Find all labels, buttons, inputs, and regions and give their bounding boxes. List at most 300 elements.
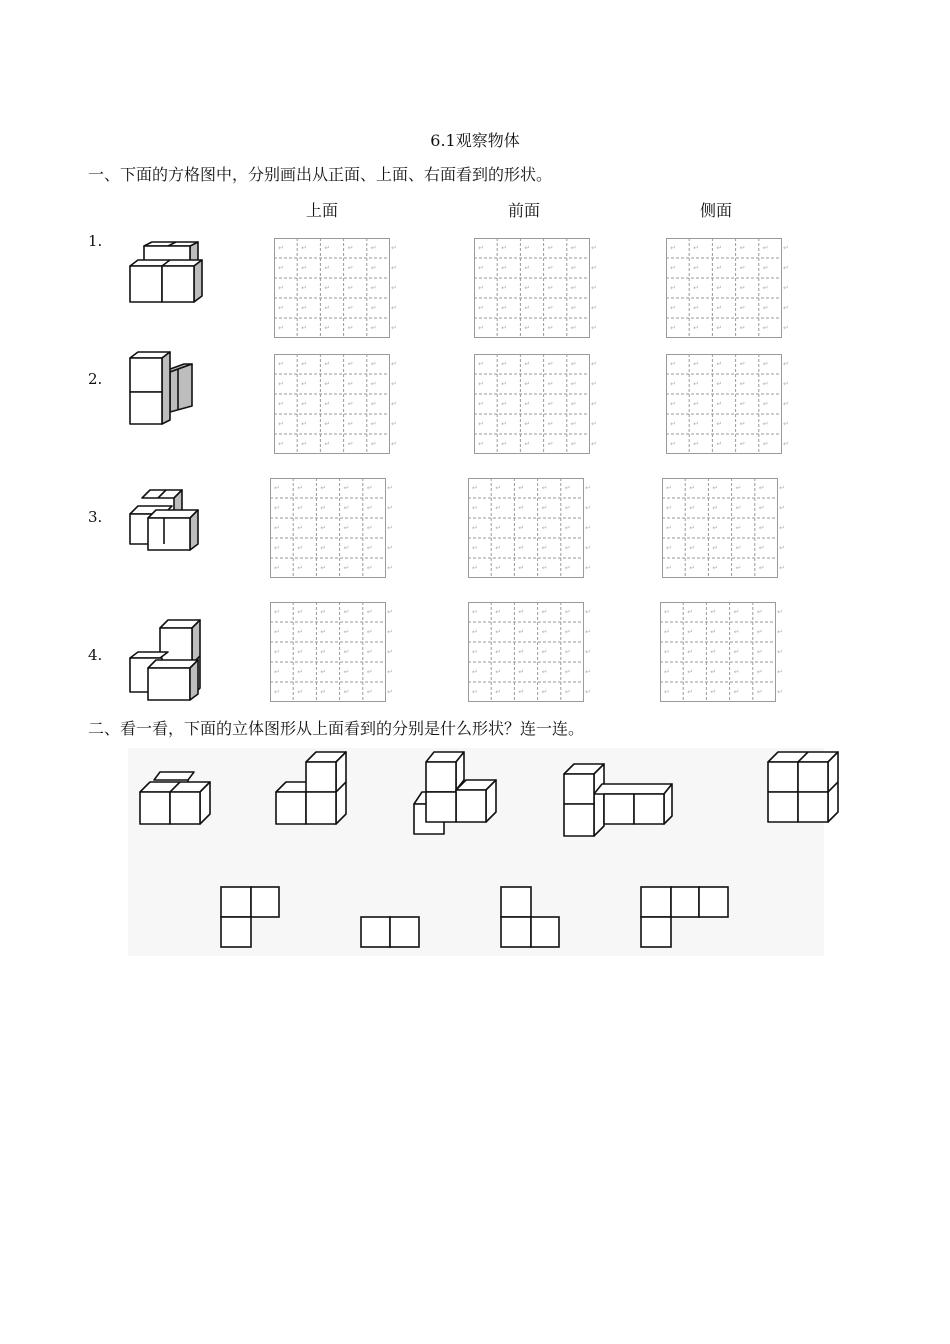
- grid-cell-mark: ↵: [541, 524, 548, 532]
- grid-cell-mark: ↵: [524, 380, 531, 388]
- grid-row-mark: ↵: [585, 544, 591, 552]
- grid-row-mark: ↵: [387, 504, 393, 512]
- grid-cell-mark: ↵: [739, 264, 746, 272]
- grid-cell-mark: ↵: [278, 420, 284, 428]
- grid-row-mark: ↵: [391, 304, 397, 312]
- grid-row-mark: ↵: [591, 440, 597, 448]
- grid-row-mark: ↵: [591, 400, 597, 408]
- grid-cell-mark: ↵: [478, 360, 484, 368]
- grid-cell-mark: ↵: [343, 484, 350, 492]
- grid-cell-mark: ↵: [495, 544, 502, 552]
- grid-cell-mark: ↵: [689, 484, 696, 492]
- grid-row-mark: ↵: [779, 484, 785, 492]
- grid-cell-mark: ↵: [693, 400, 700, 408]
- grid-cell-mark: ↵: [666, 544, 672, 552]
- grid-cell-mark: ↵: [478, 380, 484, 388]
- grid-cell-mark: ↵: [739, 304, 746, 312]
- solid-shape-d: [560, 762, 680, 838]
- grid-cell-mark: ↵: [478, 244, 484, 252]
- answer-grid-1-side[interactable]: [666, 238, 788, 338]
- grid-cell-mark: ↵: [693, 380, 700, 388]
- grid-cell-mark: ↵: [370, 420, 377, 428]
- grid-cell-mark: ↵: [664, 608, 670, 616]
- grid-cell-mark: ↵: [670, 440, 676, 448]
- grid-cell-mark: ↵: [735, 524, 742, 532]
- grid-cell-mark: ↵: [274, 484, 280, 492]
- grid-cell-mark: ↵: [518, 544, 525, 552]
- grid-cell-mark: ↵: [366, 608, 373, 616]
- grid-cell-mark: ↵: [716, 380, 723, 388]
- grid-cell-mark: ↵: [366, 564, 373, 572]
- grid-row-mark: ↵: [391, 420, 397, 428]
- grid-cell-mark: ↵: [756, 688, 763, 696]
- grid-cell-mark: ↵: [370, 324, 377, 332]
- grid-row-mark: ↵: [391, 244, 397, 252]
- grid-row-mark: ↵: [585, 688, 591, 696]
- grid-cell-mark: ↵: [518, 608, 525, 616]
- grid-cell-mark: ↵: [762, 420, 769, 428]
- grid-cell-mark: ↵: [297, 524, 304, 532]
- grid-cell-mark: ↵: [320, 484, 327, 492]
- grid-cell-mark: ↵: [324, 360, 331, 368]
- grid-cell-mark: ↵: [495, 564, 502, 572]
- grid-cell-mark: ↵: [366, 484, 373, 492]
- grid-cell-mark: ↵: [664, 668, 670, 676]
- grid-cell-mark: ↵: [370, 284, 377, 292]
- grid-cell-mark: ↵: [547, 244, 554, 252]
- solid-shape-a: [136, 768, 216, 830]
- grid-cell-mark: ↵: [547, 420, 554, 428]
- grid-cell-mark: ↵: [320, 668, 327, 676]
- grid-cell-mark: ↵: [716, 420, 723, 428]
- grid-cell-mark: ↵: [478, 284, 484, 292]
- grid-cell-mark: ↵: [320, 544, 327, 552]
- grid-cell-mark: ↵: [324, 244, 331, 252]
- grid-row-mark: ↵: [591, 244, 597, 252]
- grid-cell-mark: ↵: [278, 244, 284, 252]
- grid-cell-mark: ↵: [689, 564, 696, 572]
- grid-cell-mark: ↵: [570, 324, 577, 332]
- grid-cell-mark: ↵: [733, 608, 740, 616]
- grid-cell-mark: ↵: [670, 360, 676, 368]
- grid-cell-mark: ↵: [541, 564, 548, 572]
- grid-cell-mark: ↵: [366, 524, 373, 532]
- grid-cell-mark: ↵: [301, 420, 308, 428]
- solid-shape-e: [764, 748, 840, 826]
- grid-cell-mark: ↵: [716, 304, 723, 312]
- grid-cell-mark: ↵: [301, 284, 308, 292]
- grid-row-mark: ↵: [387, 564, 393, 572]
- grid-row-mark: ↵: [783, 244, 789, 252]
- grid-row-mark: ↵: [387, 628, 393, 636]
- grid-cell-mark: ↵: [693, 244, 700, 252]
- grid-row-mark: ↵: [783, 324, 789, 332]
- grid-cell-mark: ↵: [570, 284, 577, 292]
- grid-cell-mark: ↵: [756, 648, 763, 656]
- item-number-4: 4.: [88, 646, 103, 664]
- grid-cell-mark: ↵: [570, 420, 577, 428]
- grid-row-mark: ↵: [387, 668, 393, 676]
- grid-cell-mark: ↵: [320, 608, 327, 616]
- grid-cell-mark: ↵: [547, 440, 554, 448]
- grid-cell-mark: ↵: [274, 648, 280, 656]
- grid-row-mark: ↵: [591, 420, 597, 428]
- grid-cell-mark: ↵: [547, 304, 554, 312]
- grid-cell-mark: ↵: [739, 420, 746, 428]
- grid-cell-mark: ↵: [710, 668, 717, 676]
- grid-cell-mark: ↵: [756, 668, 763, 676]
- answer-grid-1-top[interactable]: [274, 238, 396, 338]
- grid-cell-mark: ↵: [564, 648, 571, 656]
- grid-cell-mark: ↵: [762, 304, 769, 312]
- grid-cell-mark: ↵: [370, 380, 377, 388]
- grid-cell-mark: ↵: [758, 504, 765, 512]
- grid-cell-mark: ↵: [762, 400, 769, 408]
- grid-row-mark: ↵: [585, 524, 591, 532]
- grid-cell-mark: ↵: [693, 304, 700, 312]
- grid-cell-mark: ↵: [501, 244, 508, 252]
- grid-row-mark: ↵: [387, 544, 393, 552]
- grid-cell-mark: ↵: [710, 628, 717, 636]
- grid-row-mark: ↵: [779, 504, 785, 512]
- item-number-1: 1.: [88, 232, 103, 250]
- grid-cell-mark: ↵: [739, 324, 746, 332]
- grid-cell-mark: ↵: [495, 628, 502, 636]
- answer-grid-3-side[interactable]: [662, 478, 784, 578]
- item-number-3: 3.: [88, 508, 103, 526]
- grid-cell-mark: ↵: [301, 264, 308, 272]
- grid-row-mark: ↵: [779, 544, 785, 552]
- grid-cell-mark: ↵: [518, 484, 525, 492]
- grid-cell-mark: ↵: [274, 668, 280, 676]
- section2-instruction: 二、看一看，下面的立体图形从上面看到的分别是什么形状？连一连。: [88, 719, 585, 738]
- grid-cell-mark: ↵: [478, 400, 484, 408]
- grid-cell-mark: ↵: [301, 440, 308, 448]
- grid-cell-mark: ↵: [278, 284, 284, 292]
- grid-cell-mark: ↵: [712, 504, 719, 512]
- grid-cell-mark: ↵: [297, 648, 304, 656]
- grid-cell-mark: ↵: [366, 628, 373, 636]
- grid-cell-mark: ↵: [547, 380, 554, 388]
- grid-cell-mark: ↵: [564, 688, 571, 696]
- grid-cell-mark: ↵: [756, 628, 763, 636]
- grid-cell-mark: ↵: [274, 688, 280, 696]
- answer-grid-4-side[interactable]: [660, 602, 782, 702]
- answer-grid-2-side[interactable]: [666, 354, 788, 454]
- answer-grid-3-front[interactable]: [468, 478, 590, 578]
- grid-cell-mark: ↵: [733, 668, 740, 676]
- grid-cell-mark: ↵: [301, 400, 308, 408]
- grid-cell-mark: ↵: [689, 524, 696, 532]
- grid-cell-mark: ↵: [347, 264, 354, 272]
- grid-cell-mark: ↵: [524, 304, 531, 312]
- grid-cell-mark: ↵: [716, 440, 723, 448]
- grid-cell-mark: ↵: [689, 504, 696, 512]
- grid-cell-mark: ↵: [366, 688, 373, 696]
- grid-cell-mark: ↵: [739, 380, 746, 388]
- grid-row-mark: ↵: [391, 400, 397, 408]
- column-header-front: 前面: [508, 201, 541, 220]
- grid-cell-mark: ↵: [518, 504, 525, 512]
- grid-cell-mark: ↵: [687, 648, 694, 656]
- grid-cell-mark: ↵: [524, 440, 531, 448]
- grid-cell-mark: ↵: [297, 544, 304, 552]
- grid-row-mark: ↵: [779, 524, 785, 532]
- answer-grid-2-top[interactable]: [274, 354, 396, 454]
- grid-cell-mark: ↵: [664, 648, 670, 656]
- grid-cell-mark: ↵: [666, 524, 672, 532]
- grid-cell-mark: ↵: [501, 284, 508, 292]
- grid-row-mark: ↵: [591, 360, 597, 368]
- cube-figure-4: [128, 616, 204, 702]
- grid-cell-mark: ↵: [320, 628, 327, 636]
- grid-cell-mark: ↵: [758, 524, 765, 532]
- grid-cell-mark: ↵: [370, 440, 377, 448]
- grid-cell-mark: ↵: [670, 304, 676, 312]
- grid-cell-mark: ↵: [472, 648, 478, 656]
- grid-cell-mark: ↵: [687, 688, 694, 696]
- grid-row-mark: ↵: [777, 668, 783, 676]
- grid-cell-mark: ↵: [564, 564, 571, 572]
- grid-row-mark: ↵: [777, 608, 783, 616]
- grid-cell-mark: ↵: [495, 688, 502, 696]
- grid-cell-mark: ↵: [524, 324, 531, 332]
- grid-row-mark: ↵: [585, 628, 591, 636]
- grid-row-mark: ↵: [591, 264, 597, 272]
- grid-cell-mark: ↵: [564, 524, 571, 532]
- section1-instruction: 一、下面的方格图中，分别画出从正面、上面、右面看到的形状。: [88, 165, 553, 184]
- grid-row-mark: ↵: [585, 564, 591, 572]
- grid-cell-mark: ↵: [716, 244, 723, 252]
- grid-cell-mark: ↵: [501, 304, 508, 312]
- grid-cell-mark: ↵: [472, 544, 478, 552]
- grid-cell-mark: ↵: [739, 360, 746, 368]
- grid-row-mark: ↵: [585, 648, 591, 656]
- grid-cell-mark: ↵: [762, 284, 769, 292]
- grid-cell-mark: ↵: [343, 524, 350, 532]
- grid-cell-mark: ↵: [666, 564, 672, 572]
- grid-cell-mark: ↵: [541, 608, 548, 616]
- grid-cell-mark: ↵: [370, 400, 377, 408]
- grid-cell-mark: ↵: [693, 324, 700, 332]
- cube-figure-2: [128, 350, 198, 426]
- grid-cell-mark: ↵: [343, 608, 350, 616]
- grid-cell-mark: ↵: [370, 360, 377, 368]
- grid-cell-mark: ↵: [495, 668, 502, 676]
- cube-figure-1: [128, 240, 208, 306]
- grid-cell-mark: ↵: [320, 564, 327, 572]
- grid-cell-mark: ↵: [297, 484, 304, 492]
- grid-cell-mark: ↵: [687, 628, 694, 636]
- grid-cell-mark: ↵: [472, 628, 478, 636]
- grid-row-mark: ↵: [783, 360, 789, 368]
- grid-cell-mark: ↵: [343, 648, 350, 656]
- grid-cell-mark: ↵: [495, 524, 502, 532]
- grid-cell-mark: ↵: [301, 324, 308, 332]
- grid-cell-mark: ↵: [472, 504, 478, 512]
- grid-cell-mark: ↵: [570, 244, 577, 252]
- grid-cell-mark: ↵: [735, 544, 742, 552]
- grid-cell-mark: ↵: [666, 484, 672, 492]
- grid-cell-mark: ↵: [324, 440, 331, 448]
- grid-cell-mark: ↵: [739, 244, 746, 252]
- grid-cell-mark: ↵: [739, 440, 746, 448]
- grid-cell-mark: ↵: [524, 264, 531, 272]
- grid-cell-mark: ↵: [347, 304, 354, 312]
- grid-cell-mark: ↵: [495, 504, 502, 512]
- grid-cell-mark: ↵: [301, 380, 308, 388]
- grid-cell-mark: ↵: [664, 628, 670, 636]
- grid-cell-mark: ↵: [524, 420, 531, 428]
- grid-cell-mark: ↵: [366, 504, 373, 512]
- grid-cell-mark: ↵: [478, 264, 484, 272]
- grid-cell-mark: ↵: [564, 544, 571, 552]
- grid-row-mark: ↵: [777, 648, 783, 656]
- solid-shape-b: [272, 750, 352, 830]
- grid-cell-mark: ↵: [320, 688, 327, 696]
- grid-cell-mark: ↵: [518, 524, 525, 532]
- grid-cell-mark: ↵: [501, 420, 508, 428]
- grid-row-mark: ↵: [387, 524, 393, 532]
- grid-cell-mark: ↵: [343, 668, 350, 676]
- grid-cell-mark: ↵: [301, 244, 308, 252]
- grid-cell-mark: ↵: [733, 628, 740, 636]
- grid-row-mark: ↵: [387, 608, 393, 616]
- grid-cell-mark: ↵: [518, 668, 525, 676]
- grid-cell-mark: ↵: [716, 264, 723, 272]
- column-header-side: 侧面: [700, 201, 733, 220]
- grid-cell-mark: ↵: [297, 628, 304, 636]
- grid-cell-mark: ↵: [670, 264, 676, 272]
- grid-cell-mark: ↵: [324, 400, 331, 408]
- answer-grid-2-front[interactable]: [474, 354, 596, 454]
- grid-cell-mark: ↵: [278, 304, 284, 312]
- grid-row-mark: ↵: [783, 284, 789, 292]
- grid-cell-mark: ↵: [320, 648, 327, 656]
- grid-cell-mark: ↵: [541, 668, 548, 676]
- cube-figure-3: [128, 488, 204, 554]
- grid-cell-mark: ↵: [301, 360, 308, 368]
- grid-cell-mark: ↵: [762, 440, 769, 448]
- answer-grid-3-top[interactable]: [270, 478, 392, 578]
- grid-cell-mark: ↵: [274, 504, 280, 512]
- grid-cell-mark: ↵: [347, 400, 354, 408]
- grid-cell-mark: ↵: [366, 648, 373, 656]
- grid-cell-mark: ↵: [370, 304, 377, 312]
- grid-cell-mark: ↵: [735, 504, 742, 512]
- grid-cell-mark: ↵: [320, 504, 327, 512]
- grid-cell-mark: ↵: [278, 380, 284, 388]
- grid-cell-mark: ↵: [564, 504, 571, 512]
- grid-cell-mark: ↵: [478, 420, 484, 428]
- grid-cell-mark: ↵: [478, 440, 484, 448]
- grid-cell-mark: ↵: [541, 484, 548, 492]
- grid-cell-mark: ↵: [501, 360, 508, 368]
- grid-cell-mark: ↵: [366, 668, 373, 676]
- grid-row-mark: ↵: [783, 304, 789, 312]
- grid-cell-mark: ↵: [570, 400, 577, 408]
- grid-cell-mark: ↵: [693, 360, 700, 368]
- grid-row-mark: ↵: [585, 484, 591, 492]
- grid-cell-mark: ↵: [324, 420, 331, 428]
- grid-cell-mark: ↵: [370, 264, 377, 272]
- grid-cell-mark: ↵: [278, 324, 284, 332]
- grid-row-mark: ↵: [591, 380, 597, 388]
- grid-cell-mark: ↵: [347, 380, 354, 388]
- answer-grid-1-front[interactable]: [474, 238, 596, 338]
- grid-row-mark: ↵: [783, 400, 789, 408]
- grid-cell-mark: ↵: [518, 628, 525, 636]
- grid-cell-mark: ↵: [547, 324, 554, 332]
- grid-cell-mark: ↵: [472, 484, 478, 492]
- grid-cell-mark: ↵: [347, 284, 354, 292]
- grid-cell-mark: ↵: [758, 564, 765, 572]
- grid-cell-mark: ↵: [297, 504, 304, 512]
- grid-cell-mark: ↵: [564, 668, 571, 676]
- grid-row-mark: ↵: [591, 324, 597, 332]
- grid-cell-mark: ↵: [687, 608, 694, 616]
- grid-cell-mark: ↵: [758, 544, 765, 552]
- grid-cell-mark: ↵: [297, 688, 304, 696]
- grid-row-mark: ↵: [585, 608, 591, 616]
- grid-row-mark: ↵: [585, 504, 591, 512]
- grid-cell-mark: ↵: [274, 628, 280, 636]
- grid-cell-mark: ↵: [343, 504, 350, 512]
- grid-cell-mark: ↵: [693, 420, 700, 428]
- grid-cell-mark: ↵: [274, 564, 280, 572]
- grid-cell-mark: ↵: [297, 564, 304, 572]
- grid-cell-mark: ↵: [762, 380, 769, 388]
- grid-cell-mark: ↵: [710, 688, 717, 696]
- answer-grid-4-front[interactable]: [468, 602, 590, 702]
- grid-cell-mark: ↵: [324, 264, 331, 272]
- grid-cell-mark: ↵: [301, 304, 308, 312]
- grid-cell-mark: ↵: [343, 544, 350, 552]
- grid-cell-mark: ↵: [274, 608, 280, 616]
- grid-cell-mark: ↵: [495, 608, 502, 616]
- grid-cell-mark: ↵: [739, 400, 746, 408]
- grid-cell-mark: ↵: [716, 324, 723, 332]
- grid-cell-mark: ↵: [518, 688, 525, 696]
- grid-cell-mark: ↵: [693, 440, 700, 448]
- grid-cell-mark: ↵: [501, 380, 508, 388]
- grid-cell-mark: ↵: [670, 244, 676, 252]
- grid-row-mark: ↵: [783, 420, 789, 428]
- grid-row-mark: ↵: [391, 440, 397, 448]
- grid-row-mark: ↵: [783, 440, 789, 448]
- grid-cell-mark: ↵: [762, 324, 769, 332]
- answer-grid-4-top[interactable]: [270, 602, 392, 702]
- grid-cell-mark: ↵: [347, 360, 354, 368]
- grid-cell-mark: ↵: [472, 608, 478, 616]
- page-title: 6.1观察物体: [430, 131, 520, 150]
- grid-cell-mark: ↵: [670, 400, 676, 408]
- grid-cell-mark: ↵: [712, 524, 719, 532]
- grid-cell-mark: ↵: [324, 304, 331, 312]
- grid-cell-mark: ↵: [570, 360, 577, 368]
- grid-cell-mark: ↵: [733, 688, 740, 696]
- grid-cell-mark: ↵: [274, 544, 280, 552]
- grid-cell-mark: ↵: [501, 400, 508, 408]
- grid-row-mark: ↵: [391, 284, 397, 292]
- grid-row-mark: ↵: [777, 688, 783, 696]
- grid-cell-mark: ↵: [370, 244, 377, 252]
- grid-cell-mark: ↵: [762, 244, 769, 252]
- grid-cell-mark: ↵: [320, 524, 327, 532]
- grid-row-mark: ↵: [387, 648, 393, 656]
- grid-cell-mark: ↵: [735, 564, 742, 572]
- grid-cell-mark: ↵: [716, 360, 723, 368]
